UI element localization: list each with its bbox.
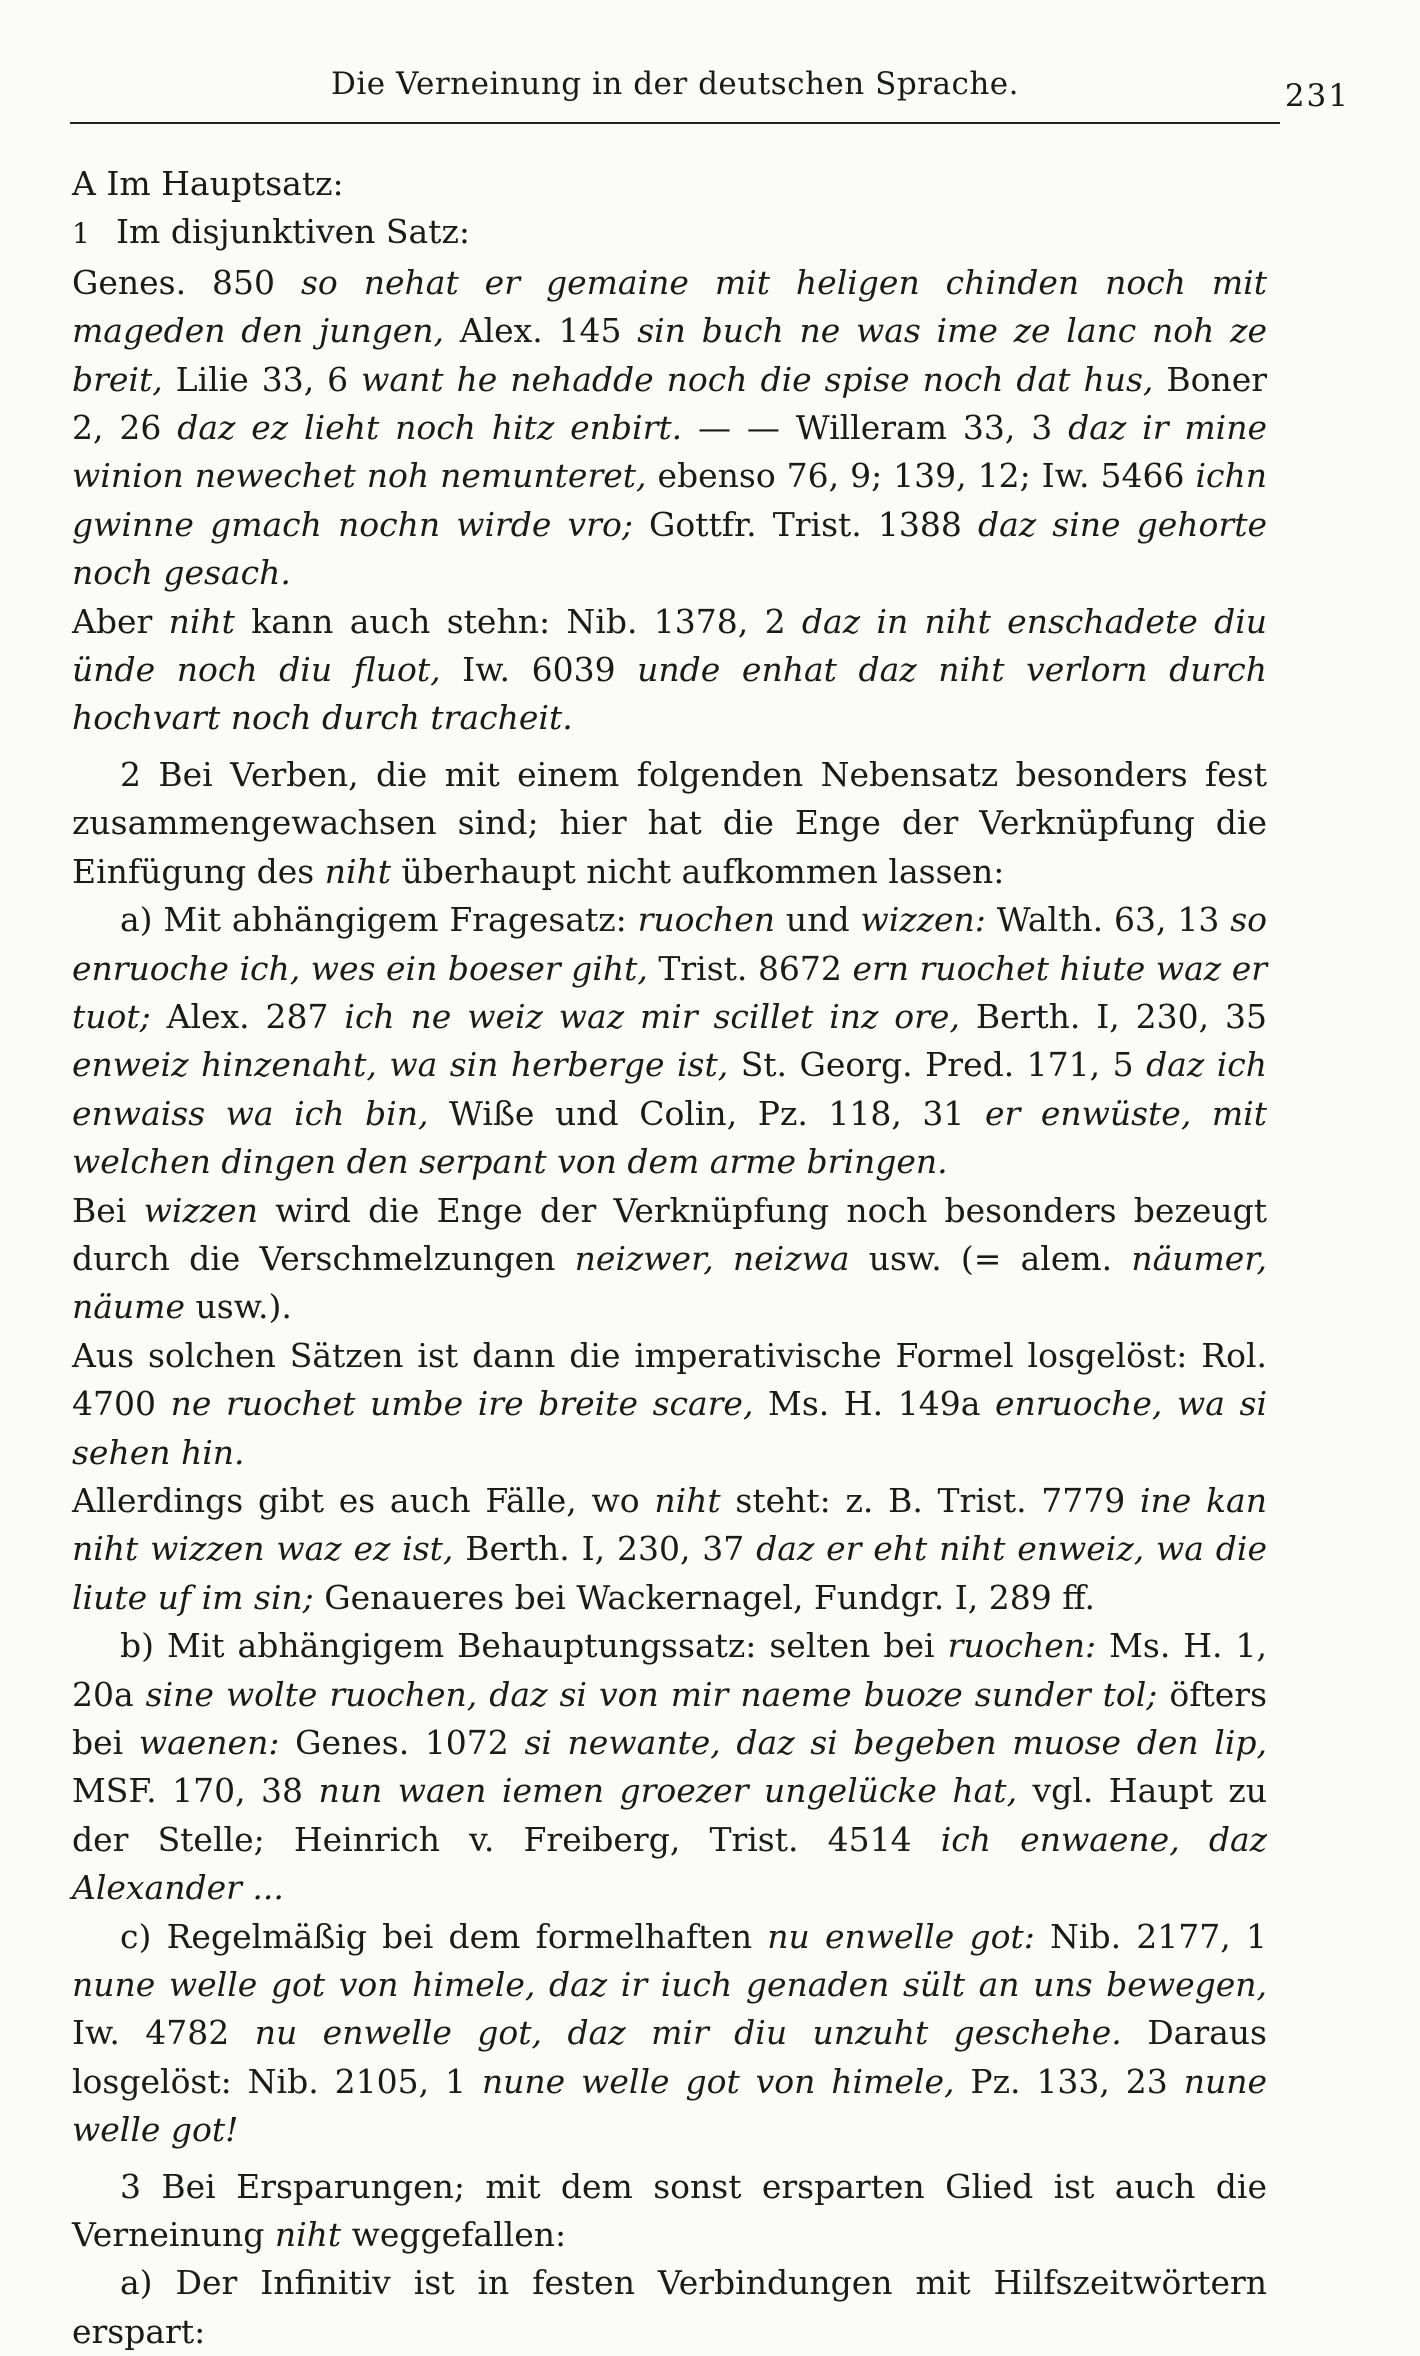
quoted-text: enweiz hinzenaht, wa sin herberge ist, xyxy=(72,1045,729,1085)
body-text: usw.). xyxy=(185,1287,292,1327)
quoted-text: ichn gwinne gmach nochn wirde vro; xyxy=(72,456,1267,544)
paragraph-item-c xyxy=(72,1913,1267,2155)
body-text: 2 Bei Verben, die mit einem folgenden Nebensatz besonders fest zusammengewachsen sind; hier hat die Enge der Verknüpfung die Einfügung des xyxy=(72,754,1267,891)
body-text: Trist. 8672 xyxy=(647,948,853,988)
body-text: öfters bei xyxy=(72,1674,1268,1762)
quoted-text: enruoche, wa si sehen hin. xyxy=(72,1384,1267,1472)
body-text: Genes. 1072 xyxy=(279,1723,525,1762)
body-text: wird die Enge der Verknüpfung noch besonders bezeugt durch die Verschmelzungen xyxy=(72,1190,1267,1278)
quoted-text: unde enhat daz niht verlorn durch hochvart noch durch tracheit. xyxy=(72,650,1268,738)
paragraph-aus-solchen xyxy=(72,1332,1267,1477)
body-text: Lilie 33, 6 xyxy=(162,359,362,399)
quoted-text: nune welle got von himele, xyxy=(481,2061,955,2101)
quoted-text: ne ruochet umbe ire breite scare, xyxy=(170,1384,754,1424)
quoted-text: daz in niht enschadete diu ünde noch diu fluot, xyxy=(72,601,1268,690)
quoted-text: niht xyxy=(168,601,235,641)
body-text: b) Mit abhängigem Behauptungssatz: selten bei xyxy=(120,1626,948,1666)
quoted-text: wizzen xyxy=(143,1190,258,1230)
quoted-text: nu enwelle got, daz mir diu unzuht geschehe. xyxy=(254,2013,1122,2053)
body-text: usw. (= alem. xyxy=(849,1238,1132,1278)
body-text: — — Willeram 33, 3 xyxy=(682,408,1069,448)
body-text: St. Georg. Pred. 171, 5 xyxy=(728,1045,1147,1085)
quoted-text: daz ez lieht noch hitz enbirt. xyxy=(177,408,683,448)
paragraph-section-2 xyxy=(72,751,1267,896)
body-text: Genes. 850 xyxy=(72,262,301,302)
body-text: Alex. 287 xyxy=(150,996,345,1036)
quoted-text: wizzen: xyxy=(860,900,986,940)
quoted-text: ich enwaene, daz Alexander ... xyxy=(72,1819,1268,1908)
quoted-text: so enruoche ich, wes ein boeser giht, xyxy=(72,900,1268,988)
body-text: Genaueres bei Wackernagel, Fundgr. I, 289 ff. xyxy=(313,1577,1095,1617)
body-text: Boner 2, 26 xyxy=(72,359,1267,448)
quoted-text: niht xyxy=(654,1480,721,1520)
body-text: Berth. I, 230, 35 xyxy=(959,996,1267,1036)
paragraph-wizzen xyxy=(72,1187,1267,1332)
page-body xyxy=(72,160,1267,2356)
body-text: kann auch stehn: Nib. 1378, 2 xyxy=(234,601,802,641)
paragraph-allerdings xyxy=(72,1477,1267,1622)
quoted-text: ich ne weiz waz mir scillet inz ore, xyxy=(344,996,960,1036)
body-text: a) Der Infinitiv ist in festen Verbindungen mit Hilfszeitwörtern erspart: xyxy=(72,2263,1267,2351)
body-text: Bei xyxy=(72,1190,144,1230)
quoted-text: nune welle got von himele, daz ir iuch genaden sült an uns bewegen, xyxy=(72,1965,1267,2005)
paragraph-aber-niht xyxy=(72,598,1267,743)
running-title: Die Verneinung in der deutschen Sprache. xyxy=(330,66,1019,102)
body-text: Daraus losgelöst: Nib. 2105, 1 xyxy=(72,2013,1267,2101)
paragraph-section-3 xyxy=(72,2163,1267,2260)
body-text: MSF. 170, 38 xyxy=(72,1771,319,1811)
subsection-heading-1 xyxy=(72,208,1267,258)
body-text: Iw. 4782 xyxy=(72,2013,255,2053)
body-text: Iw. 6039 xyxy=(440,650,638,690)
body-text: 3 Bei Ersparungen; mit dem sonst ersparten Glied ist auch die Verneinung xyxy=(72,2166,1267,2255)
quoted-text: sine wolte ruochen, daz si von mir naeme buoze sunder tol; xyxy=(145,1674,1158,1714)
quoted-text: niht xyxy=(274,2215,342,2255)
page-number: 231 xyxy=(1284,78,1350,114)
body-text: Aber xyxy=(72,601,169,641)
body-text: vgl. Haupt zu der Stelle; Heinrich v. Freiberg, Trist. 4514 xyxy=(72,1771,1268,1859)
subsection-number: 1 xyxy=(72,217,90,251)
body-text: Walth. 63, 13 xyxy=(985,900,1231,940)
body-text: Alex. 145 xyxy=(444,311,638,351)
body-text: überhaupt nicht aufkommen lassen: xyxy=(391,851,1005,891)
quoted-text: näumer, näume xyxy=(72,1238,1267,1327)
quoted-text: nun waen iemen groezer ungelücke hat, xyxy=(318,1771,1018,1811)
page-header xyxy=(70,60,1350,124)
quoted-text: daz ich enwaiss wa ich bin, xyxy=(72,1045,1267,1133)
section-heading-a: A Im Hauptsatz: xyxy=(72,164,344,203)
quoted-text: waenen: xyxy=(138,1723,280,1762)
quoted-text: so nehat er gemaine mit heligen chinden noch mit mageden den jungen, xyxy=(72,262,1267,351)
paragraph-item-a-infinitiv xyxy=(72,2259,1267,2356)
quoted-text: nune welle got! xyxy=(72,2061,1267,2150)
quoted-text: er enwüste, mit welchen dingen den serpant von dem arme bringen. xyxy=(72,1093,1267,1182)
body-text: Pz. 133, 23 xyxy=(954,2061,1184,2101)
body-text: ebenso 76, 9; 139, 12; Iw. 5466 xyxy=(646,456,1196,496)
paragraph-item-b xyxy=(72,1622,1267,1912)
body-text: und xyxy=(775,900,861,940)
quoted-text: daz sine gehorte noch gesach. xyxy=(72,504,1267,593)
quoted-text: ruochen xyxy=(637,900,776,940)
quoted-text: niht xyxy=(324,851,392,891)
body-text: Ms. H. 149a xyxy=(753,1384,995,1424)
quoted-text: ruochen: xyxy=(947,1626,1097,1666)
body-text: c) Regelmäßig bei dem formelhaften xyxy=(120,1916,768,1956)
paragraph-disjunctive-examples xyxy=(72,259,1267,598)
quoted-text: si newante, daz si begeben muose den lip, xyxy=(524,1723,1267,1762)
body-text: Allerdings gibt es auch Fälle, wo xyxy=(72,1480,655,1520)
body-text: Berth. I, 230, 37 xyxy=(453,1529,757,1569)
body-text: Nib. 2177, 1 xyxy=(1034,1916,1267,1956)
body-text: a) Mit abhängigem Fragesatz: xyxy=(120,900,638,940)
quoted-text: nu enwelle got: xyxy=(767,1916,1035,1956)
body-text: Wiße und Colin, Pz. 118, 31 xyxy=(428,1093,985,1133)
quoted-text: daz er eht niht enweiz, wa die liute uf im sin; xyxy=(72,1529,1267,1617)
quoted-text: neizwer, neizwa xyxy=(574,1238,850,1278)
quoted-text: daz ir mine winion newechet noh nemunteret, xyxy=(72,408,1267,496)
body-text: Ms. H. 1, 20a xyxy=(72,1626,1267,1714)
subsection-title: Im disjunktiven Satz: xyxy=(116,212,470,252)
quoted-text: ern ruochet hiute waz er tuot; xyxy=(72,948,1268,1036)
body-text: weggefallen: xyxy=(341,2215,567,2255)
quoted-text: want he nehadde noch die spise noch dat hus, xyxy=(361,359,1154,399)
paragraph-item-a xyxy=(72,896,1267,1186)
quoted-text: sin buch ne was ime ze lanc noh ze breit, xyxy=(72,311,1267,399)
body-text: Aus solchen Sätzen ist dann die imperativische Formel losgelöst: Rol. 4700 xyxy=(72,1335,1267,1424)
body-text: Gottfr. Trist. 1388 xyxy=(632,504,978,544)
quoted-text: ine kan niht wizzen waz ez ist, xyxy=(72,1480,1267,1569)
body-text: steht: z. B. Trist. 7779 xyxy=(720,1480,1140,1520)
